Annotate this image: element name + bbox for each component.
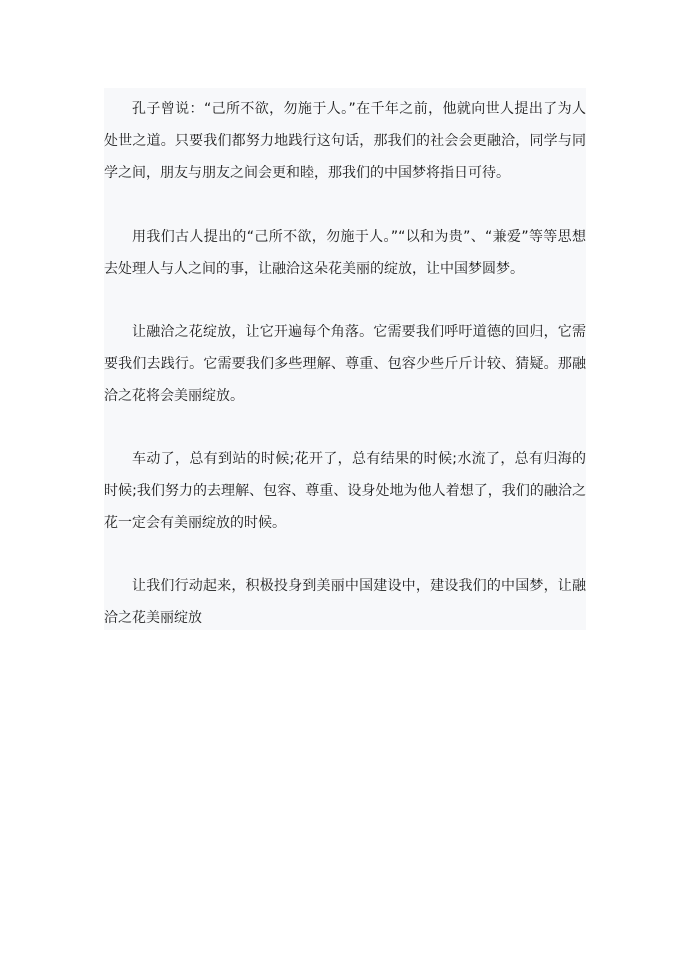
text-block (104, 88, 586, 630)
paragraph-1: 孔子曾说：“己所不欲，勿施于人。”在千年之前，他就向世人提出了为人处世之道。只要我们都努力地践行这句话，那我们的社会会更融洽，同学与同学之间，朋友与朋友之间会更和睦，那我们的中国梦将指日可待。 (104, 101, 586, 181)
paragraph-2: 用我们古人提出的“己所不欲，勿施于人。”“以和为贵”、“兼爱”等等思想去处理人与人之间的事，让融洽这朵花美丽的绽放，让中国梦圆梦。 (104, 229, 586, 277)
paragraph-4: 车动了，总有到站的时候;花开了，总有结果的时候;水流了，总有归海的时候;我们努力的去理解、包容、尊重、设身处地为他人着想了，我们的融洽之花一定会有美丽绽放的时候。 (104, 451, 586, 531)
paragraph-3: 让融洽之花绽放，让它开遍每个角落。它需要我们呼吁道德的回归，它需要我们去践行。它需要我们多些理解、尊重、包容少些斤斤计较、猜疑。那融洽之花将会美丽绽放。 (104, 324, 586, 404)
paragraph-5: 让我们行动起来，积极投身到美丽中国建设中，建设我们的中国梦，让融洽之花美丽绽放 (104, 578, 586, 626)
